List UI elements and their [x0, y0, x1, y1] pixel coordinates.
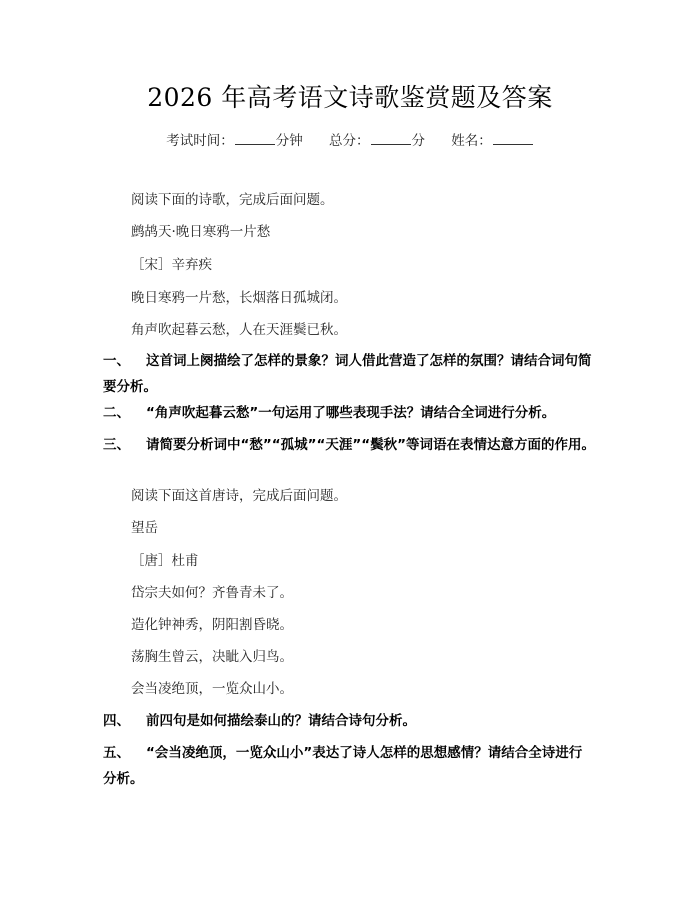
- question-number: 一、: [103, 353, 130, 369]
- poem-title: 鹧鸪天·晚日寒鸦一片愁: [131, 224, 271, 240]
- question-number: 三、: [103, 437, 130, 453]
- poem-line: 荡胸生曾云，决眦入归鸟。: [131, 649, 293, 665]
- question-text: “会当凌绝顶，一览众山小”表达了诗人怎样的思想感情？请结合全诗进行分析。: [103, 745, 583, 787]
- poem-line: 晚日寒鸦一片愁，长烟落日孤城闭。: [131, 290, 347, 306]
- score-blank[interactable]: [371, 131, 411, 145]
- question-item: [103, 432, 595, 458]
- poem-author: ［唐］杜甫: [131, 553, 199, 569]
- question-item: [103, 708, 595, 734]
- reading-instruction: 阅读下面这首唐诗，完成后面问题。: [131, 488, 347, 504]
- poem-title: 望岳: [131, 520, 158, 536]
- question-text: 请简要分析词中“愁”“孤城”“天涯”“鬓秋”等词语在表情达意方面的作用。: [146, 437, 595, 453]
- poem-author: ［宋］辛弃疾: [131, 257, 212, 273]
- question-text: 这首词上阕描绘了怎样的景象？词人借此营造了怎样的氛围？请结合词句简要分析。: [103, 353, 592, 395]
- question-number: 四、: [103, 713, 130, 729]
- page-title: 2026 年高考语文诗歌鉴赏题及答案: [147, 83, 553, 112]
- question-number: 五、: [103, 745, 130, 761]
- exam-info-row: [0, 131, 700, 151]
- question-text: “角声吹起暮云愁”一句运用了哪些表现手法？请结合全词进行分析。: [146, 405, 556, 421]
- question-text: 前四句是如何描绘泰山的？请结合诗句分析。: [146, 713, 416, 729]
- question-item: [103, 348, 595, 400]
- name-label: 姓名：: [451, 133, 492, 149]
- question-number: 二、: [103, 405, 130, 421]
- name-field: [451, 133, 534, 149]
- question-item: [103, 740, 595, 792]
- poem-line: 岱宗夫如何？齐鲁青未了。: [131, 585, 293, 601]
- score-label: 总分：: [329, 133, 370, 149]
- score-unit: 分: [411, 133, 425, 149]
- poem-line: 会当凌绝顶，一览众山小。: [131, 681, 293, 697]
- time-unit: 分钟: [275, 133, 303, 149]
- time-blank[interactable]: [235, 131, 275, 145]
- total-score-field: [329, 133, 429, 149]
- poem-line: 角声吹起暮云愁，人在天涯鬓已秋。: [131, 322, 347, 338]
- exam-time-field: [166, 133, 307, 149]
- poem-line: 造化钟神秀，阴阳割昏晓。: [131, 617, 293, 633]
- reading-instruction: 阅读下面的诗歌，完成后面问题。: [131, 192, 334, 208]
- time-label: 考试时间：: [166, 133, 234, 149]
- name-blank[interactable]: [493, 131, 533, 145]
- question-item: [103, 400, 595, 426]
